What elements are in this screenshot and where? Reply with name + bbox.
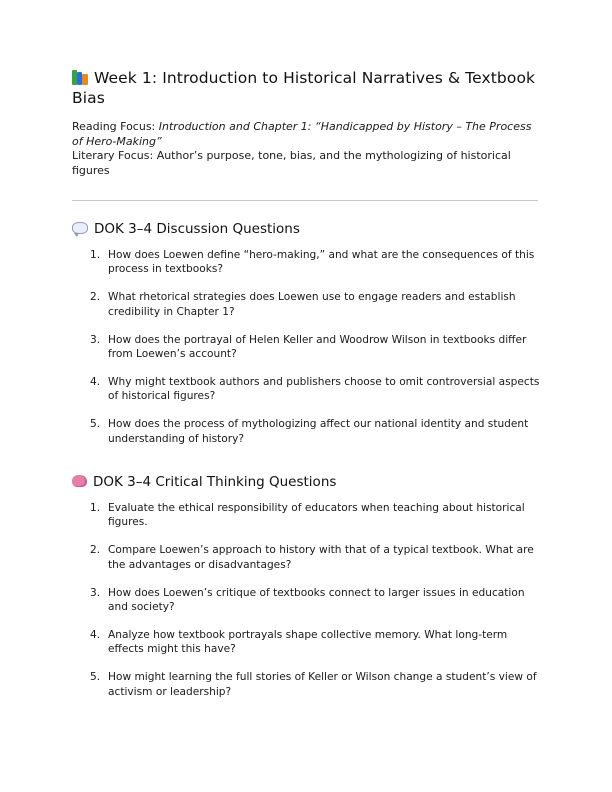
page-title: [72, 68, 540, 108]
question-number: 1.: [90, 502, 101, 514]
list-item: [72, 290, 542, 319]
question-text: Evaluate the ethical responsibility of educators when teaching about historical figures.: [108, 502, 525, 529]
question-text: How does Loewen define “hero-making,” and what are the consequences of this process in textbooks?: [108, 249, 535, 276]
question-number: 3.: [90, 586, 101, 599]
list-item: [72, 543, 542, 572]
books-icon: [72, 70, 89, 85]
question-number: 2.: [90, 544, 101, 557]
question-number: 1.: [90, 249, 101, 261]
list-item: [72, 628, 542, 657]
question-text: Compare Loewen’s approach to history with that of a typical textbook. What are the advantages or disadvantages?: [108, 544, 534, 571]
question-text: Why might textbook authors and publishers choose to omit controversial aspects of historical figures?: [108, 375, 540, 403]
critical-question-list: [72, 501, 542, 699]
question-number: 4.: [90, 375, 101, 388]
list-item: [72, 333, 542, 362]
literary-focus-value: Author’s purpose, tone, bias, and the mythologizing of historical figures: [72, 149, 511, 177]
section-divider: [72, 200, 538, 201]
question-number: 3.: [90, 333, 101, 346]
question-text: How does the portrayal of Helen Keller and Woodrow Wilson in textbooks differ from Loewen’s account?: [108, 333, 527, 361]
focus-block: [72, 120, 540, 178]
list-item: [72, 417, 542, 446]
literary-focus-label: Literary Focus:: [72, 149, 154, 162]
reading-focus-label: Reading Focus:: [72, 120, 156, 133]
question-text: How does Loewen’s critique of textbooks connect to larger issues in education and society?: [108, 586, 525, 614]
discussion-heading: [72, 220, 542, 238]
question-text: What rhetorical strategies does Loewen use to engage readers and establish credibility in Chapter 1?: [108, 291, 516, 318]
list-item: [72, 586, 542, 615]
literary-focus: [72, 149, 540, 178]
page-title-text: Week 1: Introduction to Historical Narratives & Textbook Bias: [72, 69, 536, 107]
reading-focus-value: Introduction and Chapter 1: “Handicapped by History – The Process of Hero-Making”: [72, 120, 532, 148]
question-number: 4.: [90, 628, 101, 641]
question-text: How does the process of mythologizing affect our national identity and student understanding of history?: [108, 418, 529, 445]
list-item: [72, 670, 542, 699]
question-text: Analyze how textbook portrayals shape collective memory. What long-term effects might this have?: [108, 628, 508, 656]
speech-bubble-icon: [72, 222, 88, 234]
question-number: 2.: [90, 291, 101, 304]
list-item: [72, 501, 542, 530]
discussion-section: [72, 220, 542, 460]
discussion-question-list: [72, 248, 542, 446]
question-number: 5.: [90, 418, 101, 431]
list-item: [72, 248, 542, 277]
critical-heading: [72, 473, 542, 491]
critical-thinking-section: [72, 473, 542, 713]
document-header: [72, 68, 540, 178]
question-text: How might learning the full stories of Keller or Wilson change a student’s view of activism or leadership?: [108, 671, 537, 698]
discussion-heading-text: DOK 3–4 Discussion Questions: [94, 221, 300, 237]
list-item: [72, 375, 542, 404]
reading-focus: [72, 120, 540, 149]
critical-heading-text: DOK 3–4 Critical Thinking Questions: [93, 474, 337, 490]
question-number: 5.: [90, 671, 101, 684]
brain-icon: [72, 475, 87, 487]
